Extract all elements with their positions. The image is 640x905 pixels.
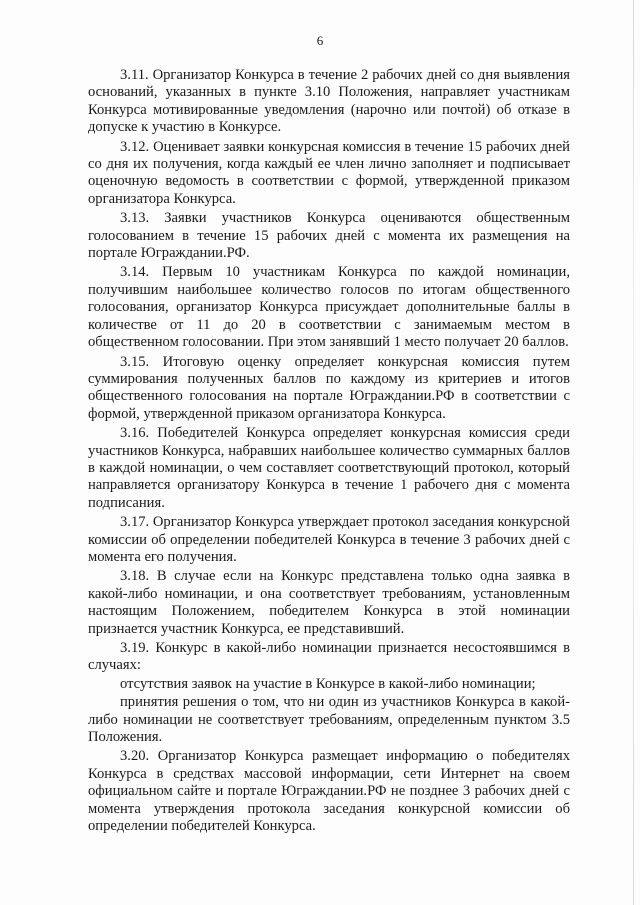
clause-3-19-case-2: принятия решения о том, что ни один из участников Конкурса в какой-либо номинации не соответствует требованиям, определенным пунктом 3.5 Положения.	[88, 694, 570, 746]
clause-3-19: 3.19. Конкурс в какой-либо номинации признается несостоявшимся в случаях:	[88, 640, 570, 674]
clause-3-12: 3.12. Оценивает заявки конкурсная комиссия в течение 15 рабочих дней со дня их получения, когда каждый ее член лично заполняет и подписывает оценочную ведомость в соответствии с формой, утвержденной приказом организатора Конкурса.	[88, 138, 570, 207]
page-edge	[633, 0, 634, 905]
clause-3-18: 3.18. В случае если на Конкурс представлена только одна заявка в какой-либо номинации, и она соответствует требованиям, установленным настоящим Положением, победителем Конкурса в этой номинации признается участник Конкурса, ее представивший.	[88, 568, 570, 637]
clause-3-20: 3.20. Организатор Конкурса размещает информацию о победителях Конкурса в средствах массовой информации, сети Интернет на своем официальном сайте и портале Юграждании.РФ не позднее 3 рабочих дней с момента утверждения протокола заседания конкурсной комиссии об определении победителей Конкурса.	[88, 748, 570, 835]
clause-3-14: 3.14. Первым 10 участникам Конкурса по каждой номинации, получившим наибольшее количество голосов по итогам общественного голосования, организатор Конкурса присуждает дополнительные баллы в количестве от 11 до 20 в соответствии с занимаемым местом в общественном голосовании. При этом занявший 1 место получает 20 баллов.	[88, 264, 570, 351]
clause-3-19-case-1: отсутствия заявок на участие в Конкурсе в какой-либо номинации;	[120, 675, 536, 692]
document-body	[88, 67, 570, 837]
clause-3-11: 3.11. Организатор Конкурса в течение 2 рабочих дней со дня выявления оснований, указанных в пункте 3.10 Положения, направляет участникам Конкурса мотивированные уведомления (нарочно или почтой) об отказе в допуске к участию в Конкурсе.	[88, 67, 570, 136]
page-number: 6	[316, 33, 324, 48]
clause-3-15: 3.15. Итоговую оценку определяет конкурсная комиссия путем суммирования полученных баллов по каждому из критериев и итогов общественного голосования на портале Юграждании.РФ в соответствии с формой, утвержденной приказом организатора Конкурса.	[88, 353, 570, 422]
clause-3-16: 3.16. Победителей Конкурса определяет конкурсная комиссия среди участников Конкурса, набравших наибольшее количество суммарных баллов в каждой номинации, о чем составляет соответствующий протокол, который направляется организатору Конкурса в течение 1 рабочего дня с момента подписания.	[88, 425, 570, 511]
clause-3-17: 3.17. Организатор Конкурса утверждает протокол заседания конкурсной комиссии об определении победителей Конкурса в течение 3 рабочих дней с момента его получения.	[88, 514, 570, 565]
clause-3-13: 3.13. Заявки участников Конкурса оцениваются общественным голосованием в течение 15 рабочих дней с момента их размещения на портале Юграждании.РФ.	[88, 210, 570, 262]
